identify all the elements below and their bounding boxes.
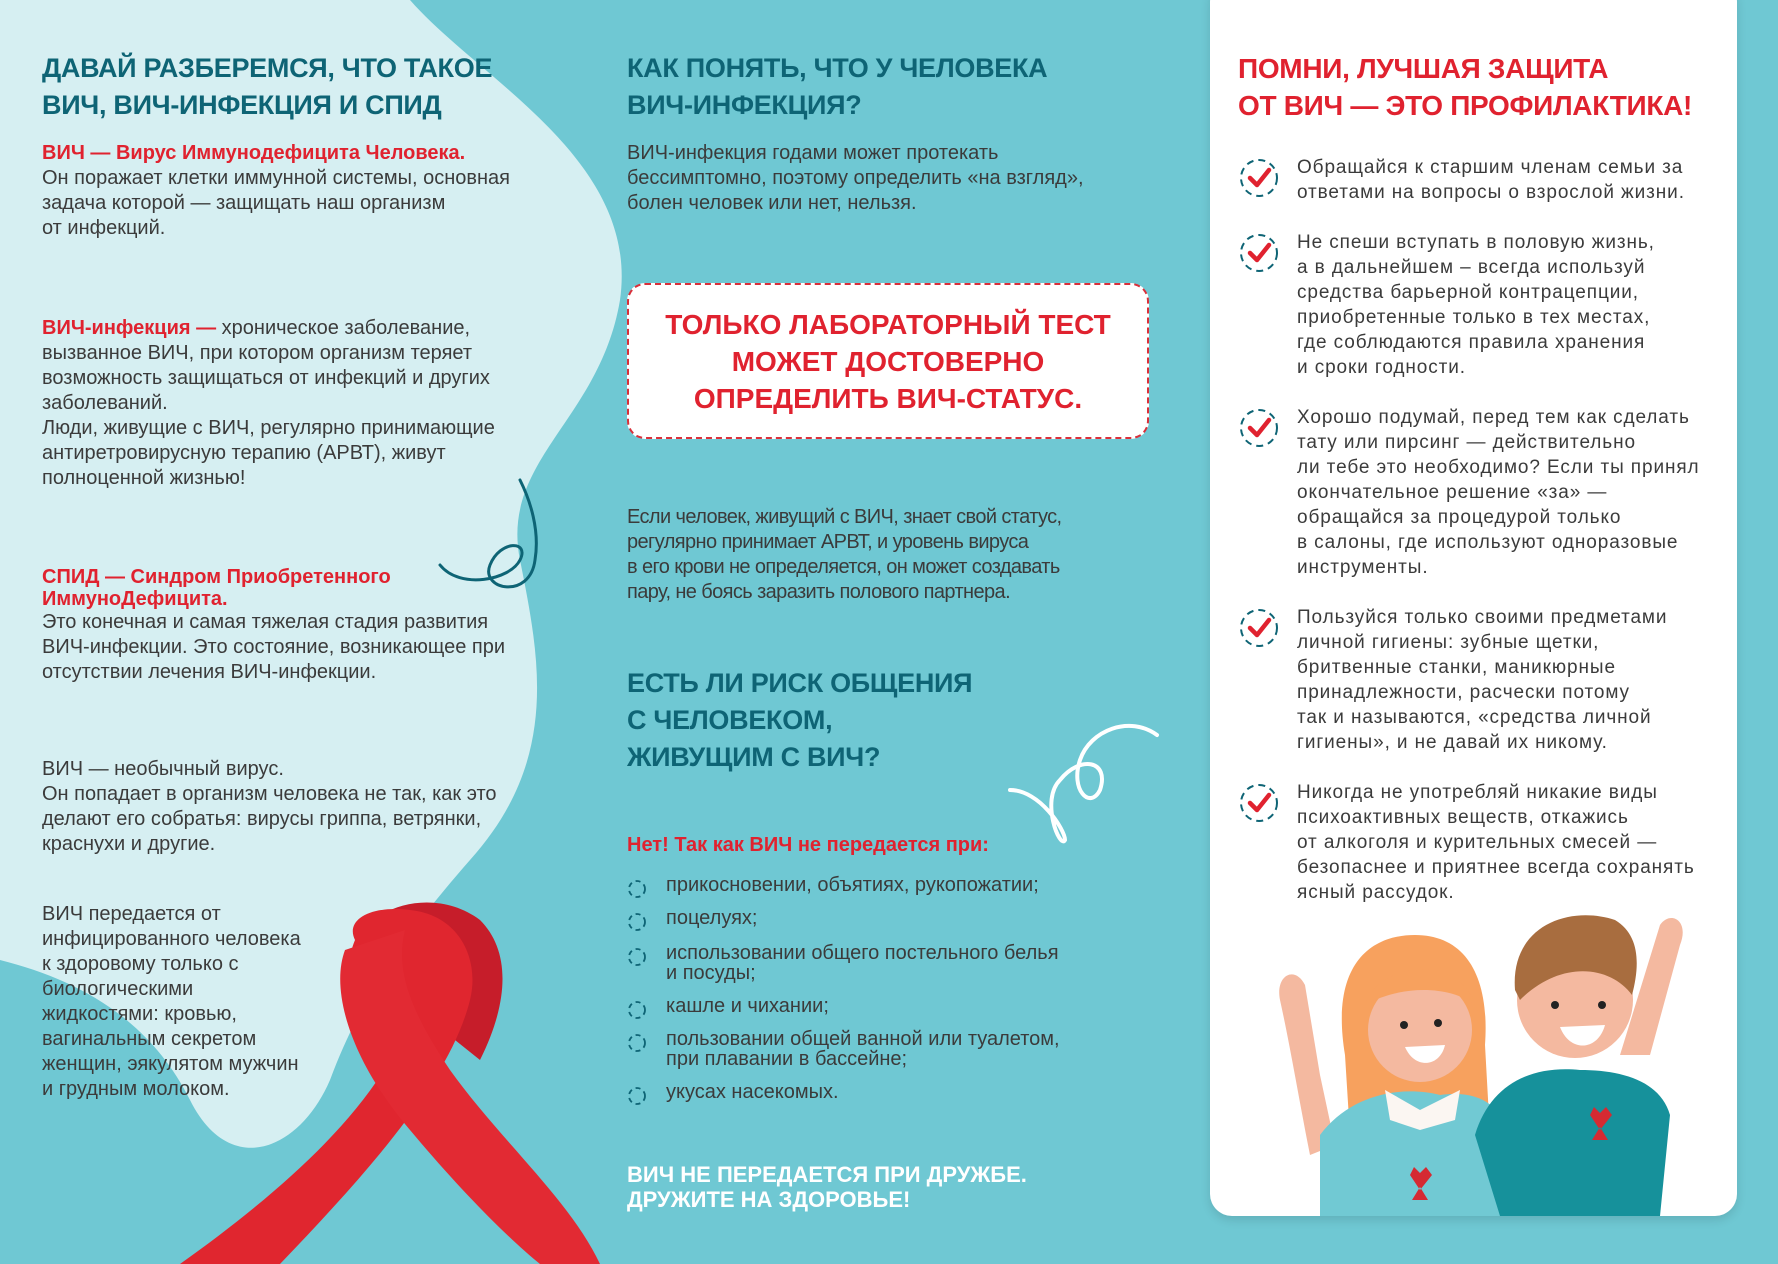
- prevention-item: Пользуйся только своими предметами личной гигиены: зубные щетки, бритвенные станки, маникюрные принадлежности, расчески потому так и называются, «средства личной гигиены», и не давай их никому.: [1238, 605, 1728, 755]
- list-item: пользовании общей ванной или туалетом, при плавании в бассейне;: [627, 1029, 1147, 1069]
- hiv-infection-text: хроническое заболевание, вызванное ВИЧ, при котором организм теряет возможность защищаться от инфекций и других заболеваний. Люди, живущие с ВИЧ, регулярно принимающие антиретровирусную терапию (АРВТ), живут полноценной жизнью!: [42, 317, 495, 489]
- unusual-virus-text: ВИЧ — необычный вирус. Он попадает в организм человека не так, как это делают его собратья: вирусы гриппа, ветрянки, краснухи и другие.: [42, 758, 497, 855]
- column3-heading: ПОМНИ, ЛУЧШАЯ ЗАЩИТА ОТ ВИЧ — ЭТО ПРОФИЛАКТИКА!: [1238, 53, 1693, 121]
- column1-heading: ДАВАЙ РАЗБЕРЕМСЯ, ЧТО ТАКОЕ ВИЧ, ВИЧ-ИНФЕКЦИЯ И СПИД: [42, 53, 493, 120]
- hiv-definition: [42, 141, 582, 241]
- dashed-circle-icon: [627, 1000, 647, 1020]
- callout-text: ТОЛЬКО ЛАБОРАТОРНЫЙ ТЕСТ МОЖЕТ ДОСТОВЕРНО ОПРЕДЕЛИТЬ ВИЧ-СТАТУС.: [665, 308, 1111, 414]
- prevention-item: Обращайся к старшим членам семьи за ответами на вопросы о взрослой жизни.: [1238, 155, 1728, 205]
- friendship-footer: ВИЧ НЕ ПЕРЕДАЕТСЯ ПРИ ДРУЖБЕ. ДРУЖИТЕ НА ЗДОРОВЬЕ!: [627, 1162, 1027, 1212]
- status-text: Если человек, живущий с ВИЧ, знает свой статус, регулярно принимает АРВТ, и уровень вируса в его крови не определяется, он может создавать пару, не боясь заразить полового партнера.: [627, 506, 1062, 603]
- hiv-infection-definition: [42, 316, 602, 491]
- list-item: прикосновении, объятиях, рукопожатии;: [627, 875, 1147, 895]
- dashed-circle-icon: [627, 1033, 647, 1053]
- hiv-infection-term: ВИЧ-инфекция —: [42, 317, 217, 339]
- check-circle-icon: [1238, 407, 1280, 449]
- list-item: поцелуях;: [627, 908, 1147, 928]
- prevention-item: Хорошо подумай, перед тем как сделать тату или пирсинг — действительно ли тебе это необходимо? Если ты принял окончательное решение «за» — обращайся за процедурой только в салоны, где используют одноразовые инструменты.: [1238, 405, 1728, 580]
- red-ribbon-icon: [180, 880, 600, 1264]
- dashed-circle-icon: [627, 912, 647, 932]
- dashed-circle-icon: [627, 947, 647, 967]
- dashed-circle-icon: [627, 1086, 647, 1106]
- prevention-item: Никогда не употребляй никакие виды психоактивных веществ, откажись от алкоголя и курительных смесей — безопаснее и приятнее всегда сохранять ясный рассудок.: [1238, 780, 1728, 905]
- risk-heading: ЕСТЬ ЛИ РИСК ОБЩЕНИЯ С ЧЕЛОВЕКОМ, ЖИВУЩИМ С ВИЧ?: [627, 668, 973, 772]
- lab-test-callout: [627, 283, 1149, 439]
- check-circle-icon: [1238, 157, 1280, 199]
- swirl-icon: [1010, 726, 1157, 841]
- check-circle-icon: [1238, 232, 1280, 274]
- waving-teens-illustration: [1240, 905, 1720, 1216]
- answer-text: Нет! Так как ВИЧ не передается при:: [627, 834, 989, 856]
- dashed-circle-icon: [627, 879, 647, 899]
- list-item: использовании общего постельного белья и посуды;: [627, 943, 1147, 983]
- check-circle-icon: [1238, 782, 1280, 824]
- aids-term: СПИД — Синдром Приобретенного ИммуноДефицита.: [42, 566, 391, 610]
- hiv-text: Он поражает клетки иммунной системы, основная задача которой — защищать наш организм от инфекций.: [42, 167, 510, 239]
- list-item: укусах насекомых.: [627, 1082, 1147, 1102]
- check-circle-icon: [1238, 607, 1280, 649]
- transmission-text: ВИЧ передается от инфицированного человека к здоровому только с биологическими жидкостями: кровью, вагинальным секретом женщин, эякулятом мужчин и грудным молоком.: [42, 903, 301, 1100]
- prevention-item: Не спеши вступать в половую жизнь, а в дальнейшем – всегда используй средства барьерной контрацепции, приобретенные только в тех местах, где соблюдаются правила хранения и сроки годности.: [1238, 230, 1728, 380]
- aids-definition: [42, 566, 602, 685]
- hiv-term: ВИЧ — Вирус Иммунодефицита Человека.: [42, 142, 466, 164]
- list-item: кашле и чихании;: [627, 996, 1147, 1016]
- intro-text: ВИЧ-инфекция годами может протекать бессимптомно, поэтому определить «на взгляд», болен человек или нет, нельзя.: [627, 142, 1084, 214]
- column2-heading: КАК ПОНЯТЬ, ЧТО У ЧЕЛОВЕКА ВИЧ-ИНФЕКЦИЯ?: [627, 53, 1048, 120]
- aids-text: Это конечная и самая тяжелая стадия развития ВИЧ-инфекции. Это состояние, возникающее при отсутствии лечения ВИЧ-инфекции.: [42, 611, 505, 683]
